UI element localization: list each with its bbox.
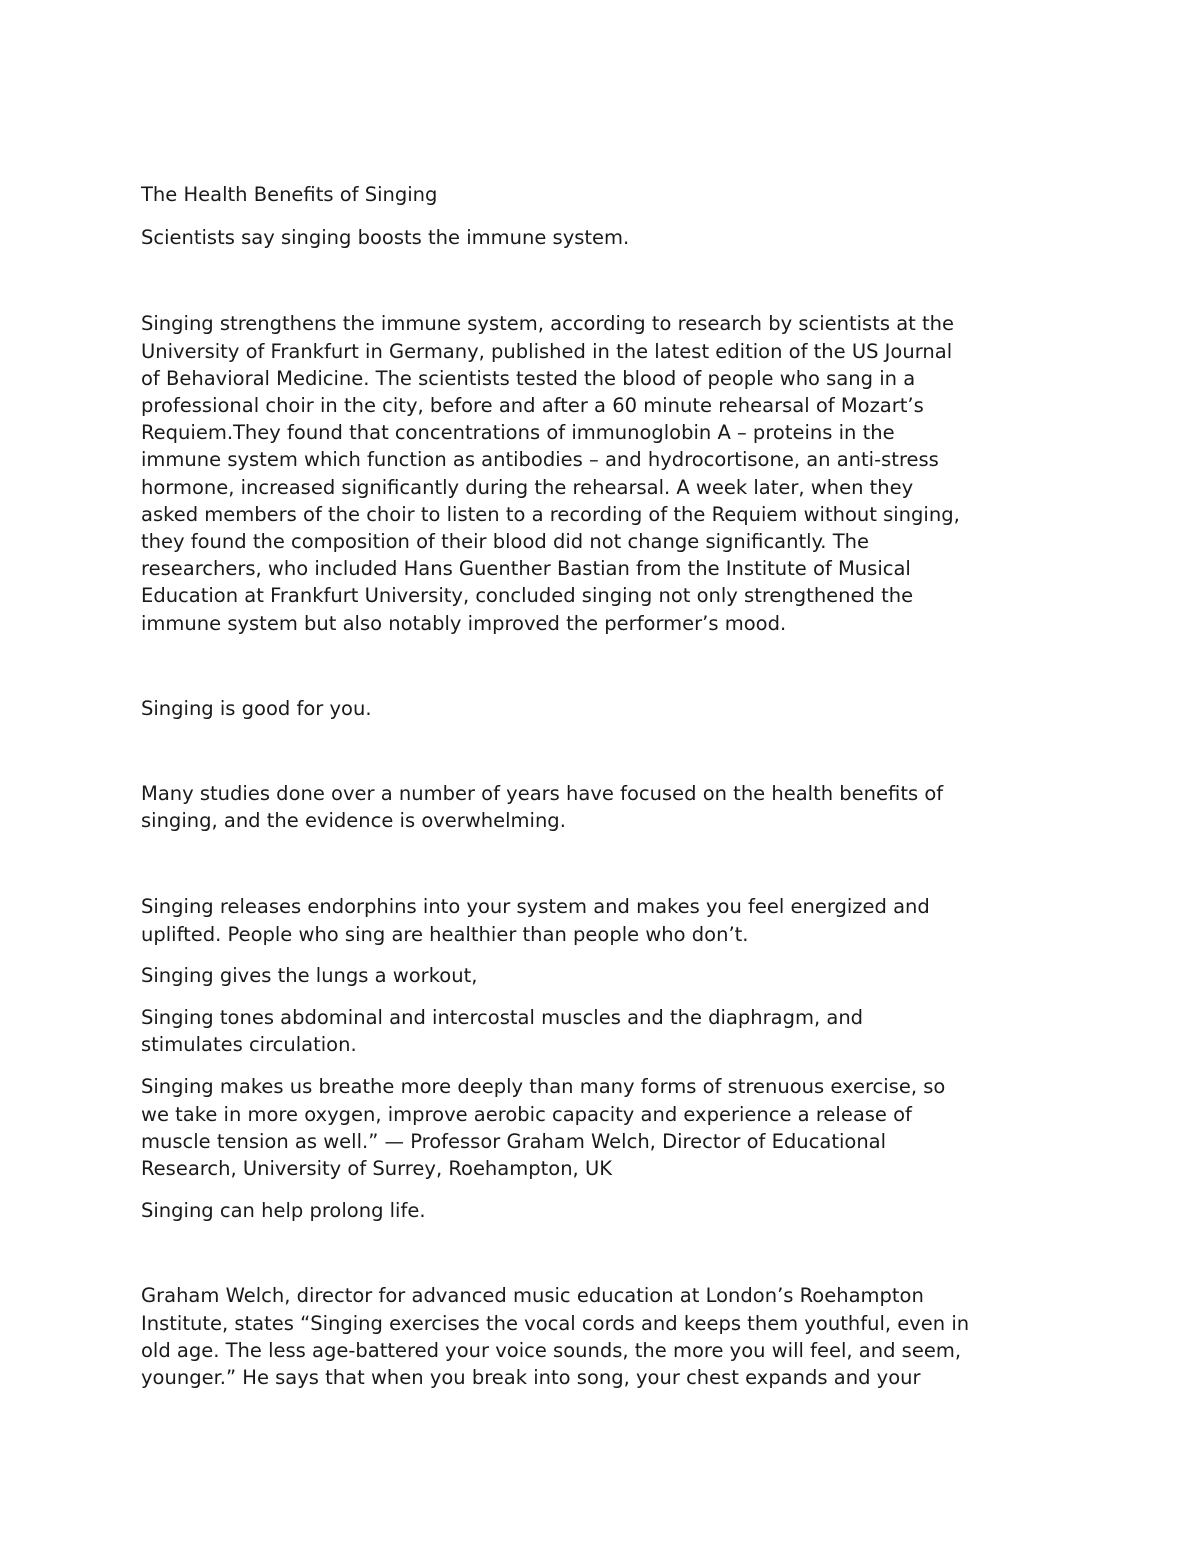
paragraph-breathe: Singing makes us breathe more deeply than many forms of strenuous exercise, so we take in more oxygen, improve aerobic capacity and experience a release of muscle tension as well.” — Professor Graham Welch, Director of Educational Research, University of Surrey, Roehampton, UK — [141, 1075, 946, 1181]
paragraph-lungs: Singing gives the lungs a workout, — [141, 963, 478, 987]
paragraph-studies: Many studies done over a number of years have focused on the health benefits of singing, and the evidence is overwhelming. — [141, 782, 944, 833]
paragraph-research: Singing strengthens the immune system, according to research by scientists at the University of Frankfurt in Germany, published in the latest edition of the US Journal of Behavioral Medicine. The scientists tested the blood of people who sang in a professional choir in the city, before and after a 60 minute rehearsal of Mozart’s Requiem.They found that concentrations of immunoglobin A – proteins in the immune system which function as antibodies – and hydrocortisone, an anti-stress hormone, increased significantly during the rehearsal. A week later, when they asked members of the choir to listen to a recording of the Requiem without singing, they found the composition of their blood did not change significantly. The researchers, who included Hans Guenther Bastian from the Institute of Musical Education at Frankfurt University, concluded singing not only strengthened the immune system but also notably improved the performer’s mood. — [141, 312, 960, 635]
document-body — [141, 181, 1071, 1391]
document-title: The Health Benefits of Singing — [141, 183, 438, 206]
paragraph-tones: Singing tones abdominal and intercostal muscles and the diaphragm, and stimulates circulation. — [141, 1006, 864, 1057]
heading-singing-good: Singing is good for you. — [141, 696, 372, 720]
heading-prolong-life: Singing can help prolong life. — [141, 1199, 426, 1223]
document-subtitle: Scientists say singing boosts the immune system. — [141, 226, 630, 250]
paragraph-endorphins: Singing releases endorphins into your system and makes you feel energized and uplifted. People who sing are healthier than people who don’t. — [141, 895, 930, 946]
paragraph-welch: Graham Welch, director for advanced music education at London’s Roehampton Institute, states “Singing exercises the vocal cords and keeps them youthful, even in old age. The less age-battered your voice sounds, the more you will feel, and seem, younger.” He says that when you break into song, your chest expands and your — [141, 1284, 970, 1390]
